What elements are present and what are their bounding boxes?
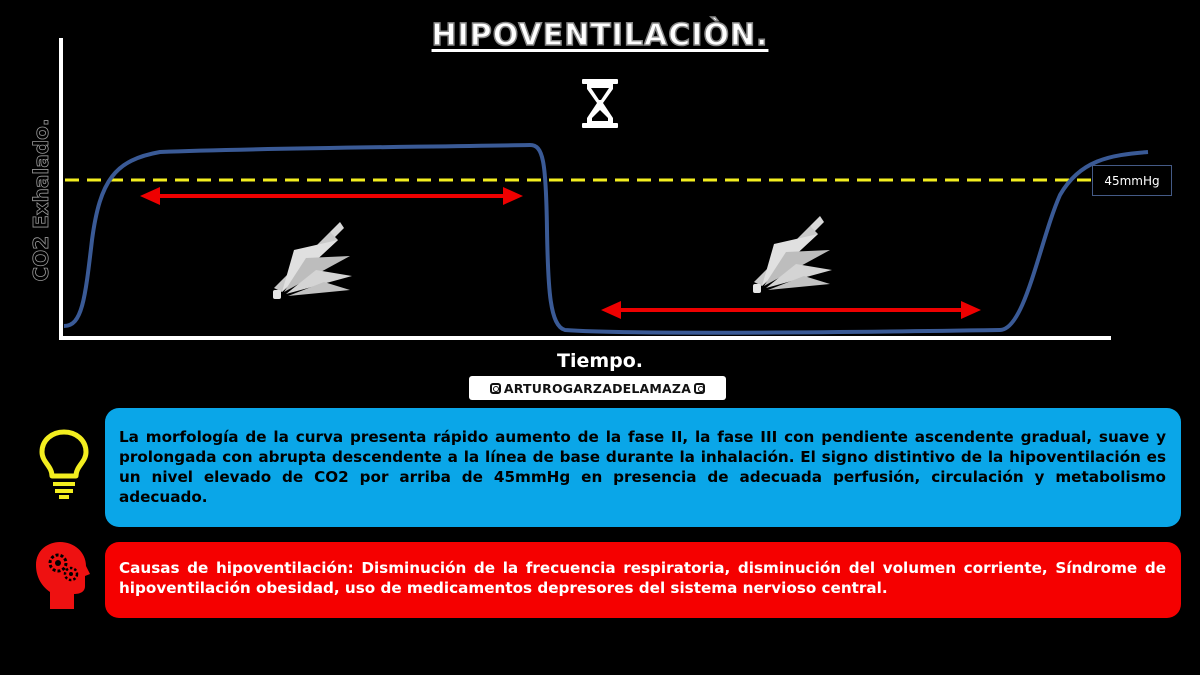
lungs-inflating-icon xyxy=(273,222,352,299)
credit-text: ARTUROGARZADELAMAZA xyxy=(503,380,692,396)
x-axis-label: Tiempo. xyxy=(557,350,644,372)
lungs-deflating-icon xyxy=(753,216,832,293)
lightbulb-icon xyxy=(42,432,86,497)
head-gears-icon xyxy=(36,542,90,609)
page-title: HIPOVENTILACIÒN. xyxy=(431,18,769,53)
inspiration-arrow xyxy=(601,301,981,319)
instagram-icon xyxy=(490,383,501,394)
instagram-icon xyxy=(694,383,705,394)
y-axis-label: CO2 Exhalado. xyxy=(29,118,53,282)
hourglass-icon xyxy=(582,79,618,128)
info-box xyxy=(105,408,1181,527)
causes-box xyxy=(105,542,1181,618)
causes-text: Causas de hipoventilación: Disminución de la frecuencia respiratoria, disminución del volumen corriente, Síndrome de hipoventilación obesidad, uso de medicamentos depresores del sistema nervioso central. xyxy=(119,559,1166,597)
credit-badge xyxy=(469,376,726,400)
expiration-arrow xyxy=(140,187,523,205)
info-text: La morfología de la curva presenta rápido aumento de la fase II, la fase III con pendiente ascendente gradual, suave y prolongada con abrupta descendente a la línea de base durante la inhalación. El signo distintivo de la hipoventilación es un nivel elevado de CO2 por arriba de 45mmHg en presencia de adecuada perfusión, circulación y metabolismo adecuado. xyxy=(119,428,1166,506)
co2-curve xyxy=(64,145,1148,333)
threshold-label: 45mmHg xyxy=(1092,165,1172,196)
